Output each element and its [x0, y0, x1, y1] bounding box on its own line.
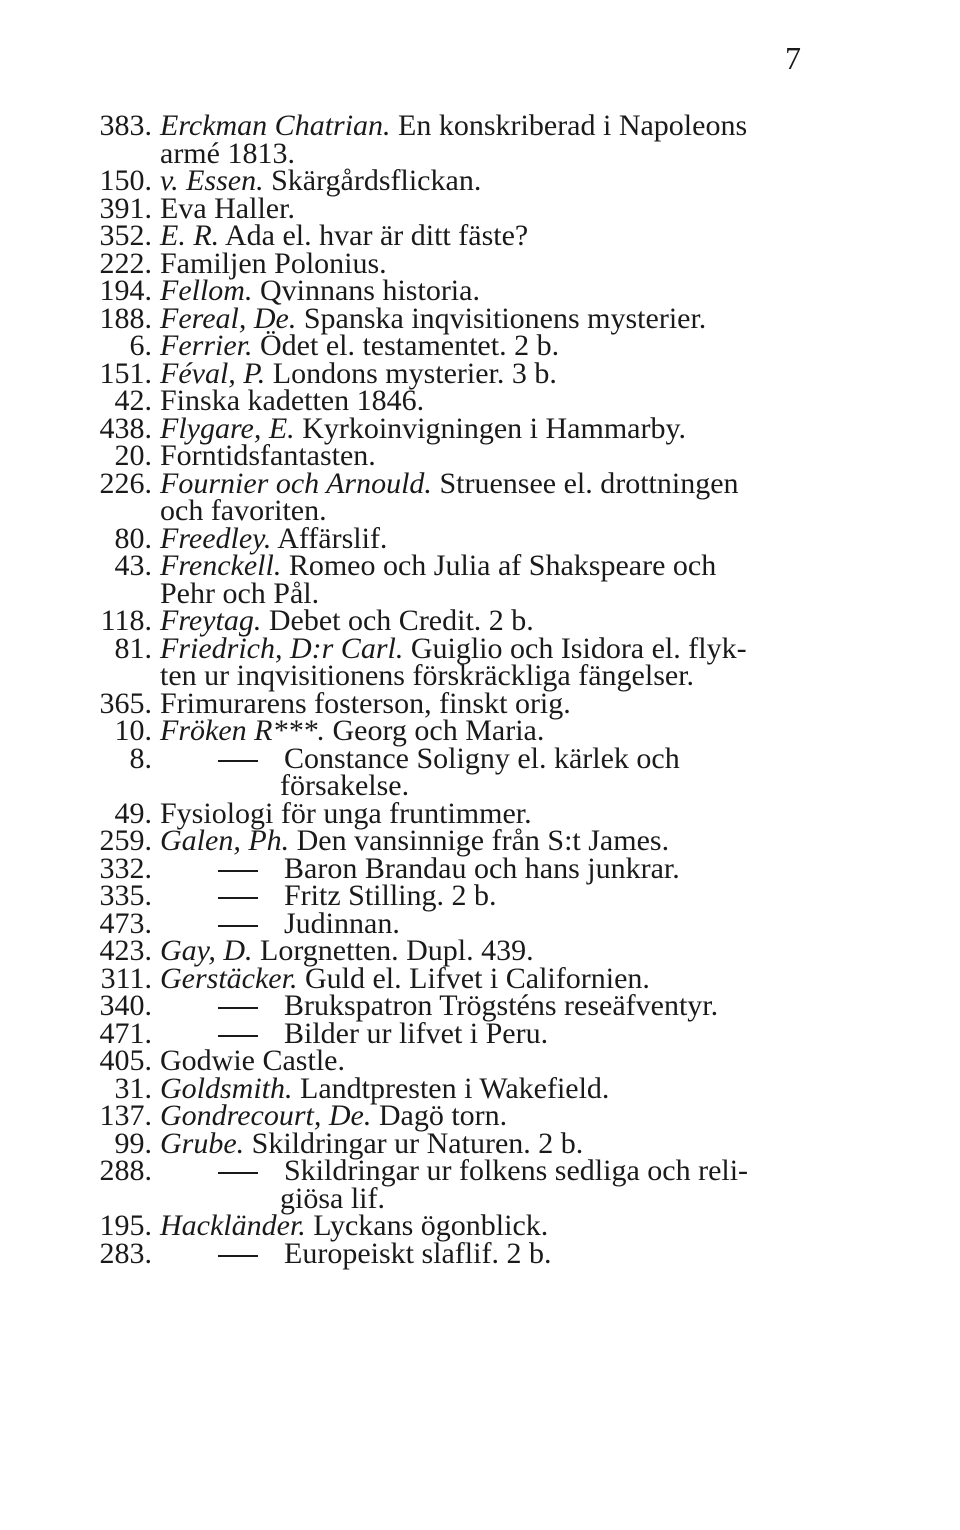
entry-number: 340. — [99, 989, 152, 1022]
entry-number: 332. — [99, 851, 152, 885]
entry-text — [160, 989, 719, 1022]
entry-title: Affärslif. — [277, 521, 388, 555]
entry-text — [160, 961, 650, 995]
entry-number: 188. — [99, 301, 152, 335]
catalogue-entry — [0, 109, 960, 170]
catalogue-entry — [0, 1044, 960, 1077]
entry-text — [160, 466, 739, 500]
entry-number: 423. — [99, 934, 152, 967]
entry-title: Georg och Maria. — [332, 714, 545, 747]
catalogue-entry — [0, 1209, 960, 1242]
entry-number: 288. — [99, 1154, 152, 1187]
entry-number: 137. — [99, 1099, 152, 1132]
entry-author: Ferrier. — [160, 329, 253, 362]
catalogue-entry — [0, 631, 960, 692]
catalogue-entry — [0, 1236, 960, 1270]
entry-author: Galen, Ph. — [160, 824, 290, 857]
entry-author: Hackländer. — [160, 1209, 306, 1242]
entry-number: 10. — [114, 714, 152, 747]
entry-number: 195. — [99, 1209, 152, 1242]
entry-continuation: ten ur inqvisitionens förskräckliga fängelser. — [160, 659, 695, 692]
entry-author: Gondrecourt, De. — [160, 1099, 372, 1132]
catalogue-entry — [0, 824, 960, 857]
entry-text — [160, 219, 529, 252]
entry-continuation: Pehr och Pål. — [160, 576, 320, 610]
entry-author: Frenckell. — [160, 549, 282, 582]
entry-title: Judinnan. — [284, 906, 400, 940]
entry-text — [160, 1154, 749, 1187]
entry-text — [160, 686, 571, 720]
entry-text — [160, 1209, 549, 1242]
entry-text — [160, 356, 557, 390]
catalogue-entry — [0, 741, 960, 802]
entry-author: Fereal, De. — [160, 301, 297, 335]
catalogue-list — [0, 109, 960, 1270]
catalogue-entry — [0, 1154, 960, 1215]
entry-author: Erckman Chatrian. — [160, 109, 391, 142]
catalogue-entry — [0, 411, 960, 445]
entry-title: Skildringar ur folkens sedliga och reli- — [284, 1154, 749, 1187]
ditto-dash — [218, 1035, 258, 1037]
ditto-dash — [218, 870, 258, 872]
entry-text — [160, 439, 376, 472]
entry-number: 438. — [99, 411, 152, 445]
entry-text — [160, 796, 532, 830]
entry-continuation: giösa lif. — [280, 1181, 385, 1215]
entry-title: Qvinnans historia. — [259, 274, 480, 307]
catalogue-entry — [0, 714, 960, 747]
entry-title: Kyrkoinvigningen i Hammarby. — [302, 411, 687, 445]
catalogue-entry — [0, 549, 960, 610]
entry-number: 81. — [114, 631, 152, 665]
ditto-dash — [218, 1255, 258, 1257]
entry-text — [160, 521, 388, 555]
entry-title: Finska kadetten 1846. — [160, 384, 425, 417]
entry-continuation: och favoriten. — [160, 494, 327, 527]
catalogue-entry — [0, 466, 960, 527]
entry-number: 43. — [114, 549, 152, 582]
entry-title: Den vansinnige från S:t James. — [296, 824, 670, 857]
entry-title: Guiglio och Isidora el. flyk- — [410, 631, 747, 665]
entry-text — [160, 741, 680, 775]
catalogue-entry — [0, 989, 960, 1022]
entry-continuation: armé 1813. — [160, 136, 295, 170]
catalogue-entry — [0, 604, 960, 637]
entry-title: Baron Brandau och hans junkrar. — [284, 851, 680, 885]
entry-number: 335. — [99, 879, 152, 912]
entry-title: Spanska inqvisitionens mysterier. — [303, 301, 707, 335]
entry-number: 194. — [99, 274, 152, 307]
entry-author: Gerstäcker. — [160, 961, 298, 995]
entry-number: 118. — [100, 604, 152, 637]
entry-title: Fysiologi för unga fruntimmer. — [160, 796, 532, 830]
entry-number: 151. — [99, 356, 152, 390]
entry-title: Landtpresten i Wakefield. — [300, 1071, 610, 1105]
entry-author: Flygare, E. — [160, 411, 295, 445]
entry-number: 20. — [114, 439, 152, 472]
entry-title: Forntidsfantasten. — [160, 439, 376, 472]
entry-title: Debet och Credit. 2 b. — [268, 604, 534, 637]
entry-text — [160, 934, 534, 967]
entry-text — [160, 109, 748, 142]
entry-number: 259. — [99, 824, 152, 857]
entry-number: 352. — [99, 219, 152, 252]
entry-text — [160, 549, 717, 582]
entry-number: 99. — [114, 1126, 152, 1160]
entry-number: 8. — [129, 741, 152, 775]
catalogue-entry — [0, 274, 960, 307]
entry-title: Londons mysterier. 3 b. — [272, 356, 557, 390]
entry-text — [160, 631, 747, 665]
entry-text — [160, 246, 387, 280]
catalogue-entry — [0, 906, 960, 940]
entry-number: 471. — [99, 1016, 152, 1050]
catalogue-entry — [0, 934, 960, 967]
catalogue-entry — [0, 879, 960, 912]
entry-title: Godwie Castle. — [160, 1044, 345, 1077]
entry-title: Bilder ur lifvet i Peru. — [284, 1016, 549, 1050]
entry-number: 222. — [99, 246, 152, 280]
entry-author: Fröken R***. — [160, 714, 325, 747]
ditto-dash — [218, 897, 258, 899]
entry-title: Frimurarens fosterson, finskt orig. — [160, 686, 571, 720]
entry-author: Freedley. — [160, 521, 272, 555]
entry-text — [160, 714, 545, 747]
entry-text — [160, 329, 560, 362]
catalogue-entry — [0, 521, 960, 555]
entry-author: v. Essen. — [160, 164, 264, 197]
catalogue-entry — [0, 219, 960, 252]
catalogue-entry — [0, 439, 960, 472]
entry-title: Ödet el. testamentet. 2 b. — [260, 329, 560, 362]
entry-text — [160, 1236, 552, 1270]
catalogue-entry — [0, 164, 960, 197]
entry-text — [160, 411, 687, 445]
entry-number: 49. — [114, 796, 152, 830]
entry-title: Ada el. hvar är ditt fäste? — [225, 219, 529, 252]
catalogue-entry — [0, 796, 960, 830]
entry-number: 391. — [99, 191, 152, 225]
ditto-dash — [218, 1007, 258, 1009]
entry-number: 150. — [99, 164, 152, 197]
entry-text — [160, 1016, 549, 1050]
entry-title: Romeo och Julia af Shakspeare och — [288, 549, 717, 582]
entry-title: Guld el. Lifvet i Californien. — [304, 961, 650, 995]
entry-text — [160, 851, 680, 885]
entry-text — [160, 191, 295, 225]
catalogue-entry — [0, 301, 960, 335]
entry-title: Constance Soligny el. kärlek och — [284, 741, 680, 775]
entry-title: Eva Haller. — [160, 191, 295, 225]
entry-title: Familjen Polonius. — [160, 246, 387, 280]
entry-number: 473. — [99, 906, 152, 940]
catalogue-entry — [0, 384, 960, 417]
entry-title: Dagö torn. — [378, 1099, 508, 1132]
entry-number: 283. — [99, 1236, 152, 1270]
entry-text — [160, 879, 497, 912]
catalogue-entry — [0, 851, 960, 885]
catalogue-entry — [0, 191, 960, 225]
entry-title: Fritz Stilling. 2 b. — [284, 879, 497, 912]
entry-title: Struensee el. drottningen — [439, 466, 739, 500]
entry-title: Europeiskt slaflif. 2 b. — [284, 1236, 552, 1270]
entry-number: 80. — [114, 521, 152, 555]
catalogue-entry — [0, 1016, 960, 1050]
entry-author: Freytag. — [160, 604, 262, 637]
entry-author: Goldsmith. — [160, 1071, 293, 1105]
ditto-dash — [218, 760, 258, 762]
entry-text — [160, 1099, 508, 1132]
entry-title: Lorgnetten. Dupl. 439. — [260, 934, 534, 967]
entry-number: 226. — [99, 466, 152, 500]
entry-number: 6. — [129, 329, 152, 362]
entry-title: Skärgårdsflickan. — [271, 164, 482, 197]
entry-number: 311. — [100, 961, 152, 995]
entry-author: E. R. — [160, 219, 220, 252]
entry-text — [160, 301, 707, 335]
catalogue-entry — [0, 1071, 960, 1105]
entry-number: 365. — [99, 686, 152, 720]
catalogue-entry — [0, 246, 960, 280]
ditto-dash — [218, 925, 258, 927]
catalogue-entry — [0, 356, 960, 390]
entry-author: Féval, P. — [160, 356, 266, 390]
entry-text — [160, 384, 425, 417]
entry-author: Grube. — [160, 1126, 245, 1160]
entry-author: Fournier och Arnould. — [160, 466, 432, 500]
catalogue-entry — [0, 1126, 960, 1160]
entry-continuation: försakelse. — [280, 769, 410, 802]
entry-author: Friedrich, D:r Carl. — [160, 631, 404, 665]
catalogue-entry — [0, 686, 960, 720]
entry-text — [160, 1071, 610, 1105]
entry-title: En konskriberad i Napoleons — [398, 109, 748, 142]
entry-number: 383. — [99, 109, 152, 142]
catalogue-entry — [0, 961, 960, 995]
entry-title: Lyckans ögonblick. — [313, 1209, 549, 1242]
catalogue-entry — [0, 1099, 960, 1132]
catalogue-entry — [0, 329, 960, 362]
entry-title: Skildringar ur Naturen. 2 b. — [251, 1126, 584, 1160]
entry-number: 42. — [114, 384, 152, 417]
ditto-dash — [218, 1172, 258, 1174]
entry-text — [160, 824, 670, 857]
entry-author: Fellom. — [160, 274, 253, 307]
entry-title: Brukspatron Trögsténs reseäfventyr. — [284, 989, 719, 1022]
entry-text — [160, 906, 400, 940]
entry-text — [160, 604, 534, 637]
entry-text — [160, 1126, 584, 1160]
entry-author: Gay, D. — [160, 934, 253, 967]
entry-text — [160, 1044, 345, 1077]
entry-text — [160, 274, 480, 307]
entry-text — [160, 164, 482, 197]
page-number: 7 — [785, 40, 801, 76]
entry-number: 31. — [114, 1071, 152, 1105]
entry-number: 405. — [99, 1044, 152, 1077]
